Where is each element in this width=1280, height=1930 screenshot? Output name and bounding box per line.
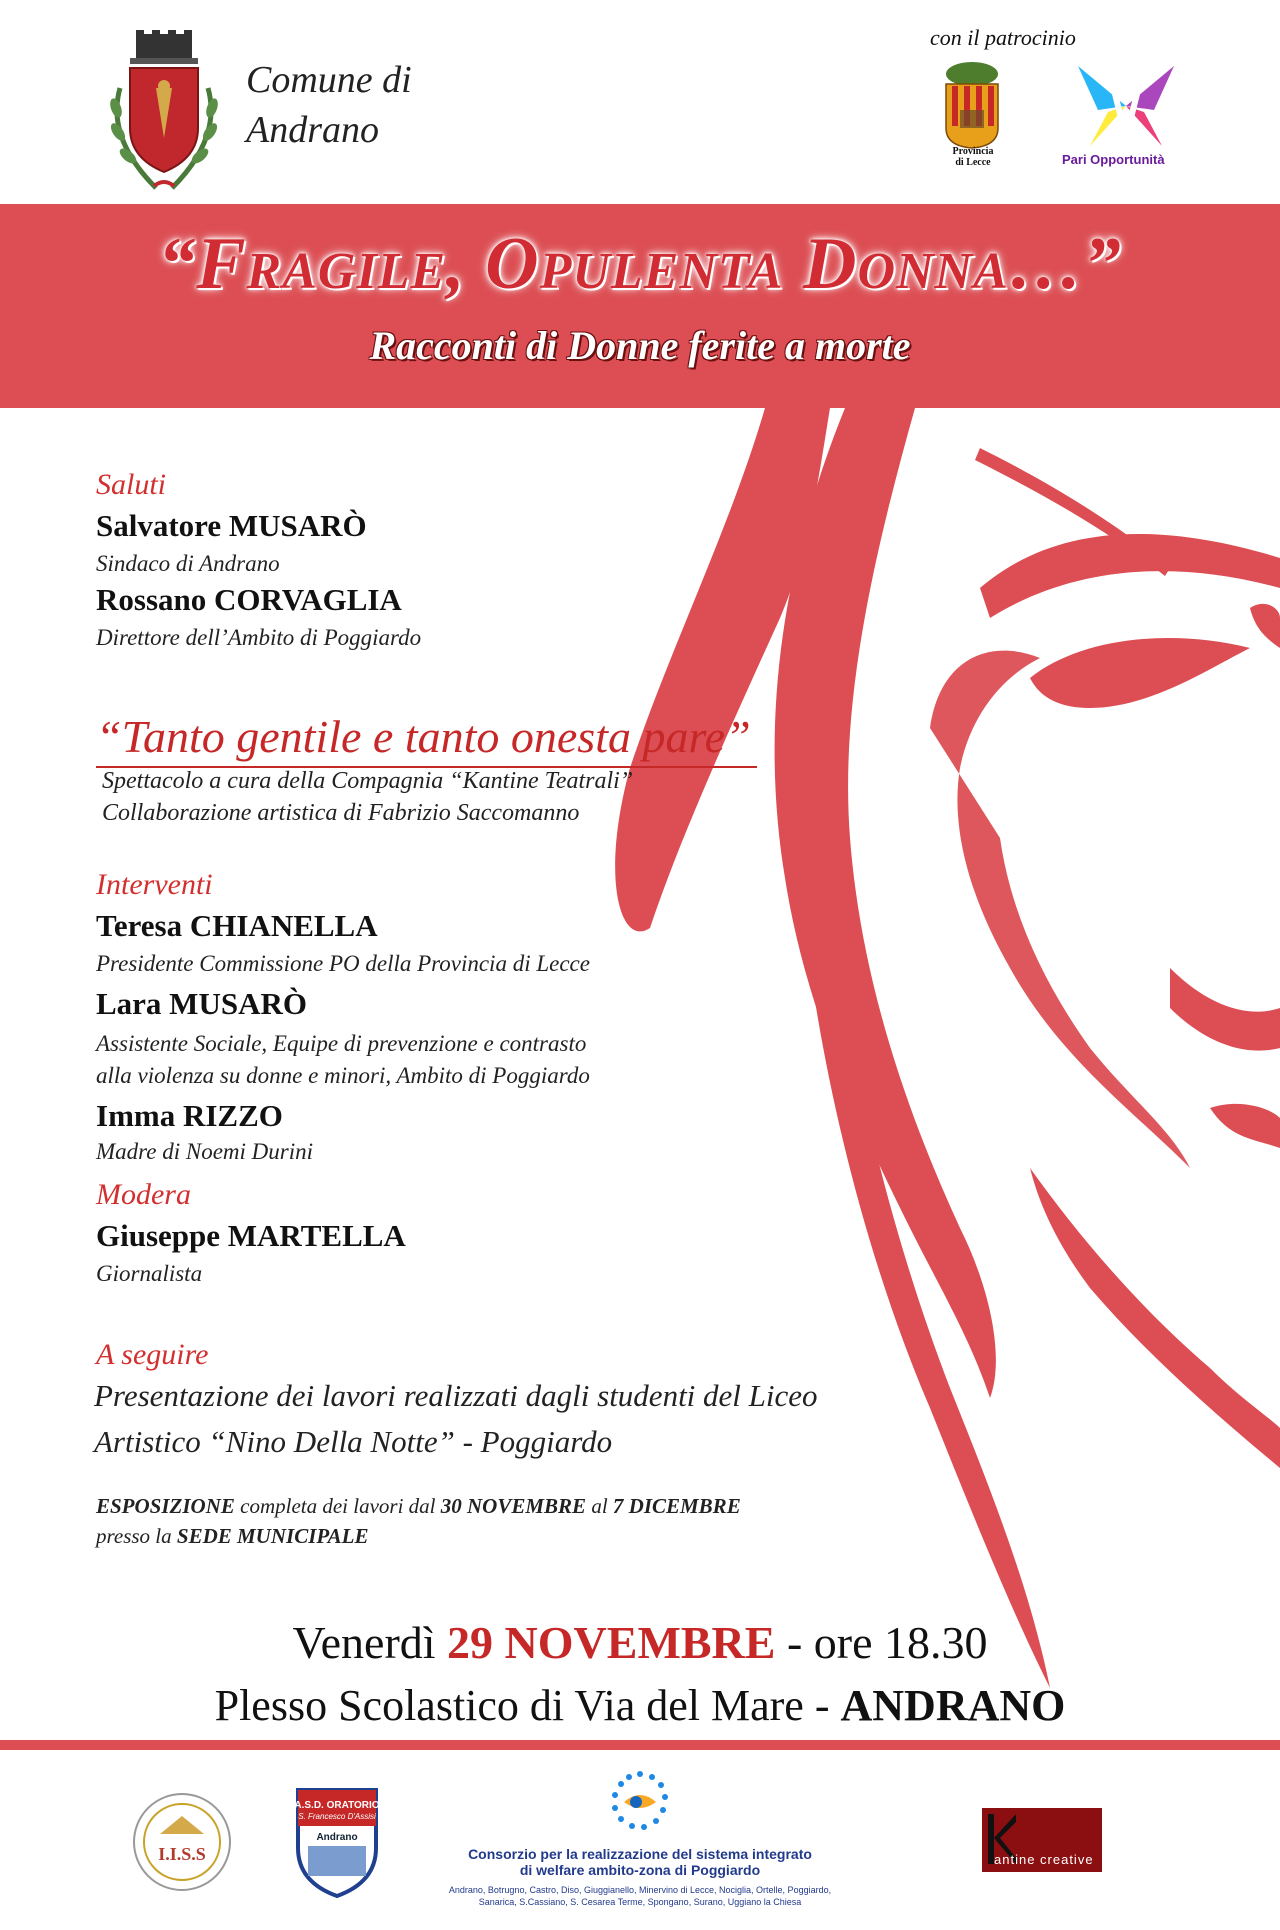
consorzio-towns-line1: Andrano, Botrugno, Castro, Diso, Giuggianello, Minervino di Lecce, Nociglia, Ortelle, Poggiardo, [448,1885,832,1895]
exhibition-start-date: 30 NOVEMBRE [440,1494,587,1518]
speaker-name: Lara MUSARÒ [96,986,307,1021]
event-title: “Fragile, Opulenta Donna…” [158,223,1122,305]
event-day: Venerdì [292,1617,448,1668]
moderator-role: Giornalista [96,1261,203,1286]
speaker-name: Salvatore MUSARÒ [96,508,367,543]
consorzio-towns-line2: Sanarica, S.Cassiano, S. Cesarea Terme, Spongano, Surano, Uggiano la Chiesa [478,1897,802,1907]
consorzio-line2: di welfare ambito-zona di Poggiardo [519,1862,761,1878]
exhibition-text: completa dei lavori dal [234,1494,441,1518]
consorzio-title [400,1846,880,1878]
speaker-role: Sindaco di Andrano [96,551,280,576]
performance-title: “Tanto gentile e tanto onesta pare” [96,708,757,768]
seguire-line2: Artistico “Nino Della Notte” - Poggiardo [94,1424,613,1459]
provincia-line2: di Lecce [955,157,991,168]
speaker-role: Assistente Sociale, Equipe di prevenzione e contrasto [96,1031,587,1056]
patrocinio-label: con il patrocinio [930,25,1076,50]
moderator-name: Giuseppe MARTELLA [96,1218,406,1253]
comune-crest-icon [96,28,232,200]
speaker-name: Imma RIZZO [96,1098,283,1133]
pari-opportunita-butterfly-icon [1068,60,1184,152]
comune-line1: Comune di [246,59,412,101]
event-town: ANDRANO [840,1681,1066,1730]
event-subtitle: Racconti di Donne ferite a morte [369,323,911,368]
speaker-name: Teresa CHIANELLA [96,908,378,943]
performance-collaboration: Collaborazione artistica di Fabrizio Saccomanno [102,800,580,826]
consorzio-towns [400,1884,880,1908]
woman-face-illustration [610,408,1280,1728]
provincia-lecce-label [930,146,1016,168]
event-date: 29 NOVEMBRE [447,1617,776,1668]
speaker-role-continued: alla violenza su donne e minori, Ambito di Poggiardo [96,1063,590,1088]
speaker-role: Presidente Commissione PO della Provincia di Lecce [96,951,590,976]
exhibition-venue: SEDE MUNICIPALE [176,1524,369,1548]
interventi-label: Interventi [96,868,213,901]
pari-opportunita-label: Pari Opportunità [1062,152,1165,167]
exhibition-line1 [96,1494,741,1519]
exhibition-line2 [96,1524,368,1549]
event-date-line [0,1616,1280,1669]
consorzio-logo-icon [600,1770,680,1838]
performance-company: Spettacolo a cura della Compagnia “Kantine Teatrali” [102,768,634,794]
exhibition-text: al [586,1494,613,1518]
speaker-name: Rossano CORVAGLIA [96,582,402,617]
comune-line2: Andrano [246,109,379,151]
exhibition-keyword: ESPOSIZIONE [96,1494,235,1518]
exhibition-end-date: 7 DICEMBRE [612,1494,741,1518]
modera-label: Modera [96,1178,191,1211]
seguire-label: A seguire [96,1338,209,1371]
speaker-role: Direttore dell’Ambito di Poggiardo [96,625,422,650]
oratorio-saint: S. Francesco D'Assisi [298,1812,376,1821]
saluti-label: Saluti [96,468,167,501]
consorzio-line1: Consorzio per la realizzazione del sistema integrato [468,1846,812,1862]
seguire-line1: Presentazione dei lavori realizzati dagli studenti del Liceo [94,1378,818,1413]
iiss-text: I.I.S.S [158,1844,206,1864]
event-time: - ore 18.30 [775,1617,988,1668]
comune-name [246,55,412,155]
event-venue: Plesso Scolastico di Via del Mare - [214,1681,841,1730]
oratorio-town: Andrano [316,1832,358,1843]
provincia-line1: Provincia [952,146,994,157]
kantine-creative-label: antine creative [994,1852,1094,1867]
footer-divider [0,1740,1280,1750]
iiss-school-logo-icon [130,1790,234,1894]
speaker-role: Madre di Noemi Durini [96,1139,313,1164]
exhibition-text: presso la [96,1524,177,1548]
event-venue-line [0,1680,1280,1731]
oratorio-name: A.S.D. ORATORIO [294,1800,380,1811]
